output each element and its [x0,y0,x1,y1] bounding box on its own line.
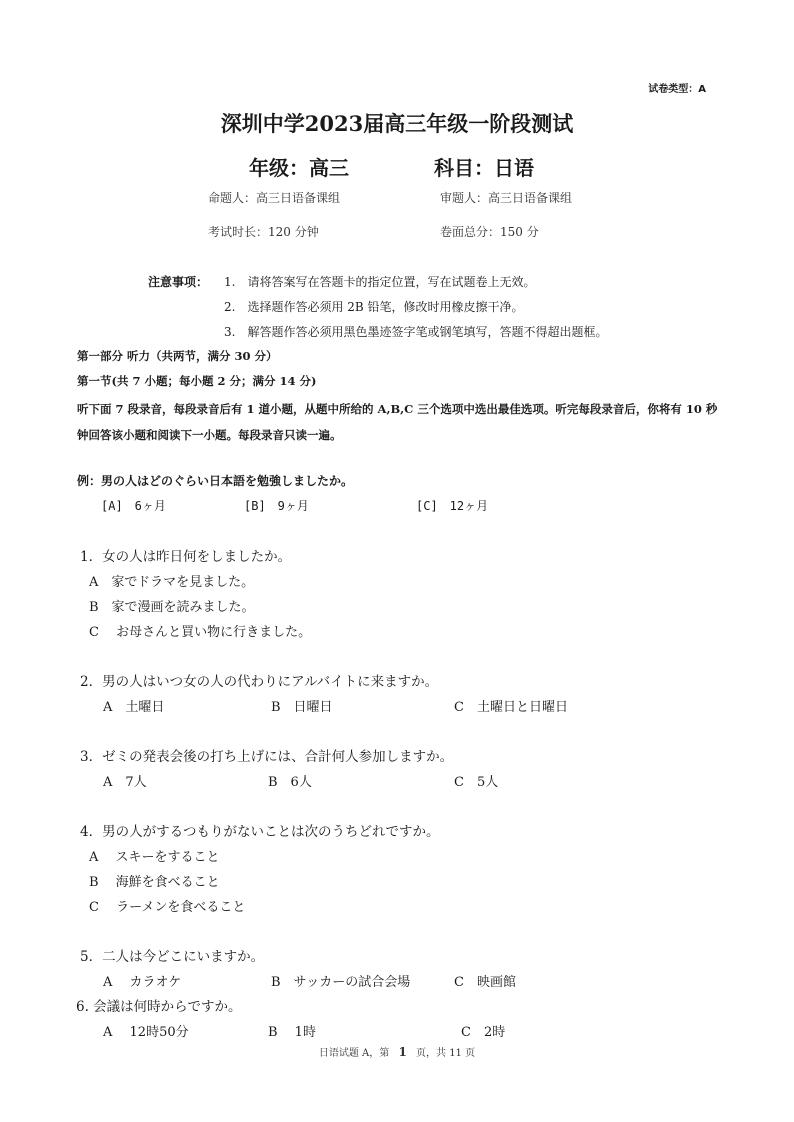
answer-option: B 6人 [268,775,312,790]
footer-prefix: 日语试题 A，第 [318,1048,390,1059]
answer-option: A 家でドラマを見ました。 [89,575,255,590]
example-option: [B] 9ヶ月 [244,499,309,513]
note-item: 3. 解答题作答必须用黑色墨迹签字笔或钢笔填写，答题不得超出题框。 [224,325,608,339]
section-heading: 第一节(共 7 小题；每小题 2 分；满分 14 分) [77,374,317,388]
exam-title: 深圳中学2023届高三年级一阶段测试 [220,111,574,136]
answer-option: B 日曜日 [271,700,333,715]
answer-option: C 土曜日と日曜日 [454,700,568,715]
question-text: 2．男の人はいつ女の人の代わりにアルバイトに来ますか。 [80,674,439,690]
question-text: 4．男の人がするつもりがないことは次のうちどれですか。 [80,824,440,840]
answer-option: A 12時50分 [103,1025,189,1040]
duration-info: 考试时长：120 分钟 [208,225,319,239]
grade-label: 年级：高三 [249,156,349,180]
answer-option: C お母さんと買い物に行きました。 [89,625,312,640]
notes-label: 注意事项： [148,275,209,289]
answer-option: C 映画館 [454,975,516,990]
part-heading: 第一部分 听力（共两节，满分 30 分） [77,349,278,363]
instructions: 听下面 7 段录音，每段录音后有 1 道小题，从题中所给的 A,B,C 三个选项中选出最佳选项。听完每段录音后，你将有 10 秒钟回答该小题和阅读下一小题。每段录音只读一遍。 [77,402,718,442]
example-option: [A] 6ヶ月 [101,499,166,513]
question-text: 5．二人は今どこにいますか。 [80,949,265,965]
question-text: 3．ゼミの発表会後の打ち上げには、合計何人参加しますか。 [80,749,454,765]
example-option: [C] 12ヶ月 [416,499,489,513]
answer-option: C 2時 [461,1025,506,1040]
reviewer-info: 审题人：高三日语备课组 [440,191,573,205]
note-item: 1. 请将答案写在答题卡的指定位置，写在试题卷上无效。 [224,275,536,289]
question-text: 6. 会議は何時からですか。 [76,999,242,1015]
footer-suffix: 页，共 11 页 [416,1048,476,1059]
answer-option: A カラオケ [103,975,182,990]
answer-option: B 家で漫画を読みました。 [89,600,255,615]
answer-option: C ラーメンを食べること [89,900,246,915]
answer-option: A 土曜日 [103,700,165,715]
answer-option: A 7人 [103,775,147,790]
answer-option: B 海鮮を食べること [89,875,220,890]
page-footer [0,1044,794,1059]
subject-label: 科目：日语 [434,156,534,180]
answer-option: A スキーをすること [89,850,220,865]
page-number: 1 [398,1045,407,1059]
total-score-info: 卷面总分：150 分 [440,225,539,239]
answer-option: B サッカーの試合会場 [271,975,411,990]
example-question: 例：男の人はどのぐらい日本語を勉強しましたか。 [77,474,354,488]
setter-info: 命题人：高三日语备课组 [208,191,341,205]
answer-option: B 1時 [268,1025,316,1040]
note-item: 2. 选择题作答必须用 2B 铅笔，修改时用橡皮擦干净。 [224,300,524,314]
answer-option: C 5人 [454,775,499,790]
question-text: 1．女の人は昨日何をしましたか。 [80,549,292,565]
paper-type-label: 试卷类型：A [648,84,706,95]
